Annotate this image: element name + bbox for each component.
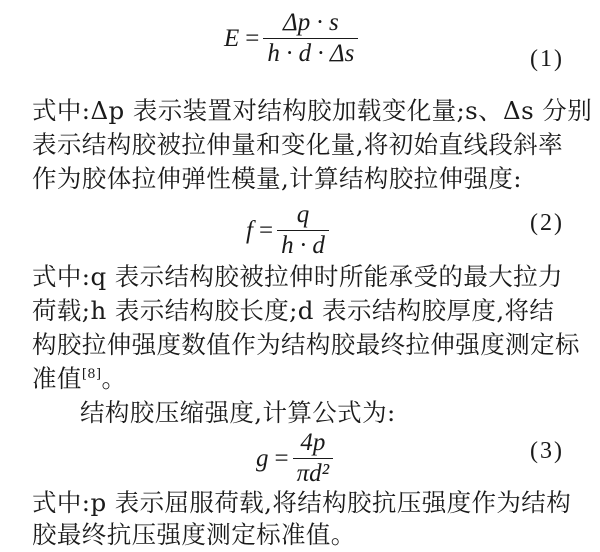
equation-3-eq-sign: = — [274, 444, 289, 472]
paragraph-1-line-3: 作为胶体拉伸弹性模量,计算结构胶拉伸强度: — [32, 164, 522, 193]
equation-2-formula — [246, 200, 329, 261]
paragraph-4-line-1: 式中:p 表示屈服荷载,将结构胶抗压强度作为结构 — [32, 488, 572, 517]
equation-2-lhs: f — [246, 216, 253, 244]
equation-3-lhs: g — [256, 444, 269, 472]
paragraph-3: 结构胶压缩强度,计算公式为: — [80, 398, 396, 427]
equation-2-numerator: q — [296, 201, 310, 228]
paragraph-2-line-4 — [32, 364, 126, 394]
paragraph-4-line-2: 胶最终抗压强度测定标准值。 — [32, 520, 356, 549]
equation-2-eq-sign: = — [258, 216, 274, 244]
equation-1-lhs: E — [224, 24, 240, 52]
equation-1-denominator: h · d · Δs — [267, 40, 355, 67]
equation-1 — [0, 8, 600, 88]
equation-2-denominator: h · d — [281, 232, 325, 259]
equation-1-eq-sign: = — [245, 24, 260, 52]
equation-2-number: (2) — [530, 210, 564, 236]
paragraph-1-line-1: 式中:Δp 表示装置对结构胶加载变化量;s、Δs 分别 — [32, 96, 593, 125]
equation-3-number: (3) — [530, 438, 564, 464]
paragraph-1-line-2: 表示结构胶被拉伸量和变化量,将初始直线段斜率 — [32, 130, 564, 159]
equation-3-formula — [256, 428, 333, 489]
equation-1-number: (1) — [530, 46, 564, 72]
paragraph-2-last-text: 准值 — [32, 364, 82, 393]
equation-3-numerator: 4p — [300, 429, 326, 456]
paragraph-2-line-2: 荷载;h 表示结构胶长度;d 表示结构胶厚度,将结 — [32, 296, 555, 325]
paragraph-2-line-3: 构胶拉伸强度数值作为结构胶最终拉伸强度测定标 — [32, 330, 580, 359]
equation-1-fraction — [263, 8, 358, 69]
paragraph-2-end: 。 — [101, 364, 127, 393]
equation-2-fraction — [277, 200, 329, 261]
citation-ref: [8] — [81, 366, 102, 382]
paragraph-2-line-1: 式中:q 表示结构胶被拉伸时所能承受的最大拉力 — [32, 262, 563, 291]
equation-1-numerator: Δp · s — [283, 9, 339, 36]
equation-1-formula — [224, 8, 358, 69]
equation-3-denominator: πd² — [296, 460, 330, 487]
equation-3-fraction — [293, 428, 334, 489]
